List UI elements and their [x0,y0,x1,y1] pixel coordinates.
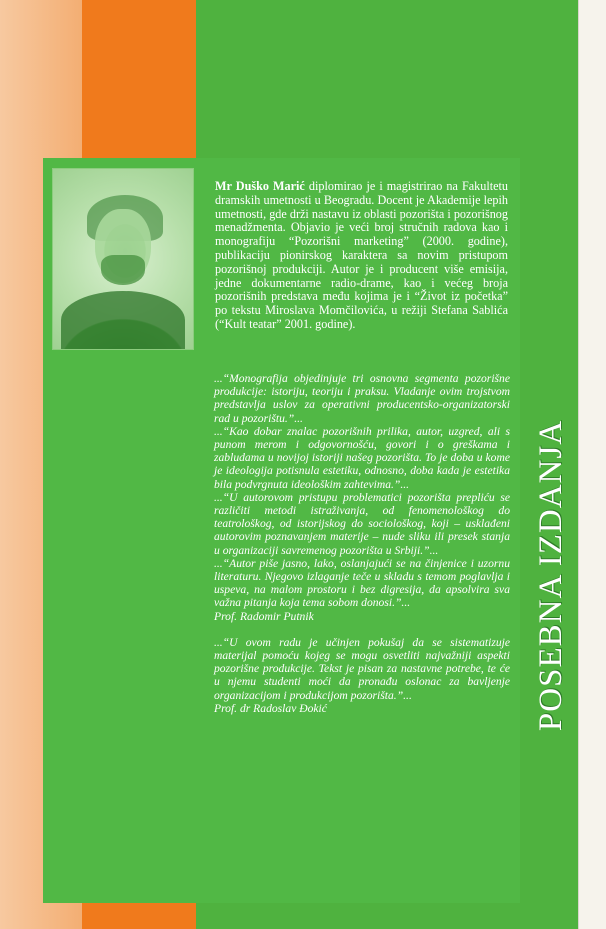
author-bio [215,180,508,332]
photo-shoulders [61,291,185,349]
photo-beard [101,255,145,285]
quote-signature-2: Prof. dr Radoslav Đokić [214,701,327,715]
review-quotes [214,372,510,715]
quote-2: ...“Kao dobar znalac pozorišnih prilika, autor, uzgred, ali s punom merom i odgovornošću, govori i o greškama i zabludama u novijoj istoriji našeg pozorišta. To je doba u kome je ideologija potisnula estetiku, odnosno, doba kada je estetika bila podvrgnuta ideološkim zahtevima.”... [214,424,510,491]
quote-5: ...“U ovom radu je učinjen pokušaj da se sistematizuje materijal pomoću kojeg se mogu osvetliti najvažniji aspekti pozorišne produkcije. Tekst je pisan za nastavne potrebe, te će u njemu studenti moći da pronađu oslonac za bavljenje organizacijom i produkcijom pozorišta.”... [214,635,510,702]
quote-1: ...“Monografija objedinjuje tri osnovna segmenta pozorišne produkcije: istoriju, teoriju i praksu. Vladanje ovim trojstvom predstavlja uslov za operativni producentsko-organizatorski rad u pozorištu.”... [214,372,510,425]
author-photo [52,168,194,350]
quote-4: ...“Autor piše jasno, lako, oslanjajući se na činjenice i uzornu literaturu. Njegovo izlaganje teče u skladu s temom poglavlja i uspeva, na malom prostoru i bez digresija, da apsolvira sva važna pitanja koja tema sobom donosi.”... [214,556,510,610]
quote-signature-1: Prof. Radomir Putnik [214,609,314,623]
quote-3: ...“U autorovom pristupu problematici pozorišta prepliću se različiti metodi istraživanja, od fenomenološkog do teatrološkog, od istorijskog do sociološkog, koji – usklađeni autorovim poznavanjem materije – nude sliku ili presek stanja u organizaciji savremenog pozorišta u Srbiji.”... [214,490,510,557]
page-edge [578,0,606,929]
series-title-container [530,350,574,800]
author-name: Mr Duško Marić [215,179,305,193]
author-bio-text: diplomirao je i magistrirao na Fakultetu dramskih umetnosti u Beogradu. Docent je Akademije lepih umetnosti, gde drži nastavu iz oblasti pozorišta i pozorišnog menadžmenta. Objavio je veći broj stručnih radova kao i monografiju “Pozorišni marketing” (2000. godine), publikaciju pionirskog karaktera sa novim pristupom pozorišnoj produkciji. Autor je i producent više emisija, jedne dokumentarne radio-drame, kao i većeg broja pozorišnih predstava među kojima je i “Život iz početka” po tekstu Miroslava Momčilovića, u režiji Stefana Sablića (“Kult teatar” 2001. godine). [215,179,508,331]
series-title: POSEBNA IZDANJA [533,419,570,731]
